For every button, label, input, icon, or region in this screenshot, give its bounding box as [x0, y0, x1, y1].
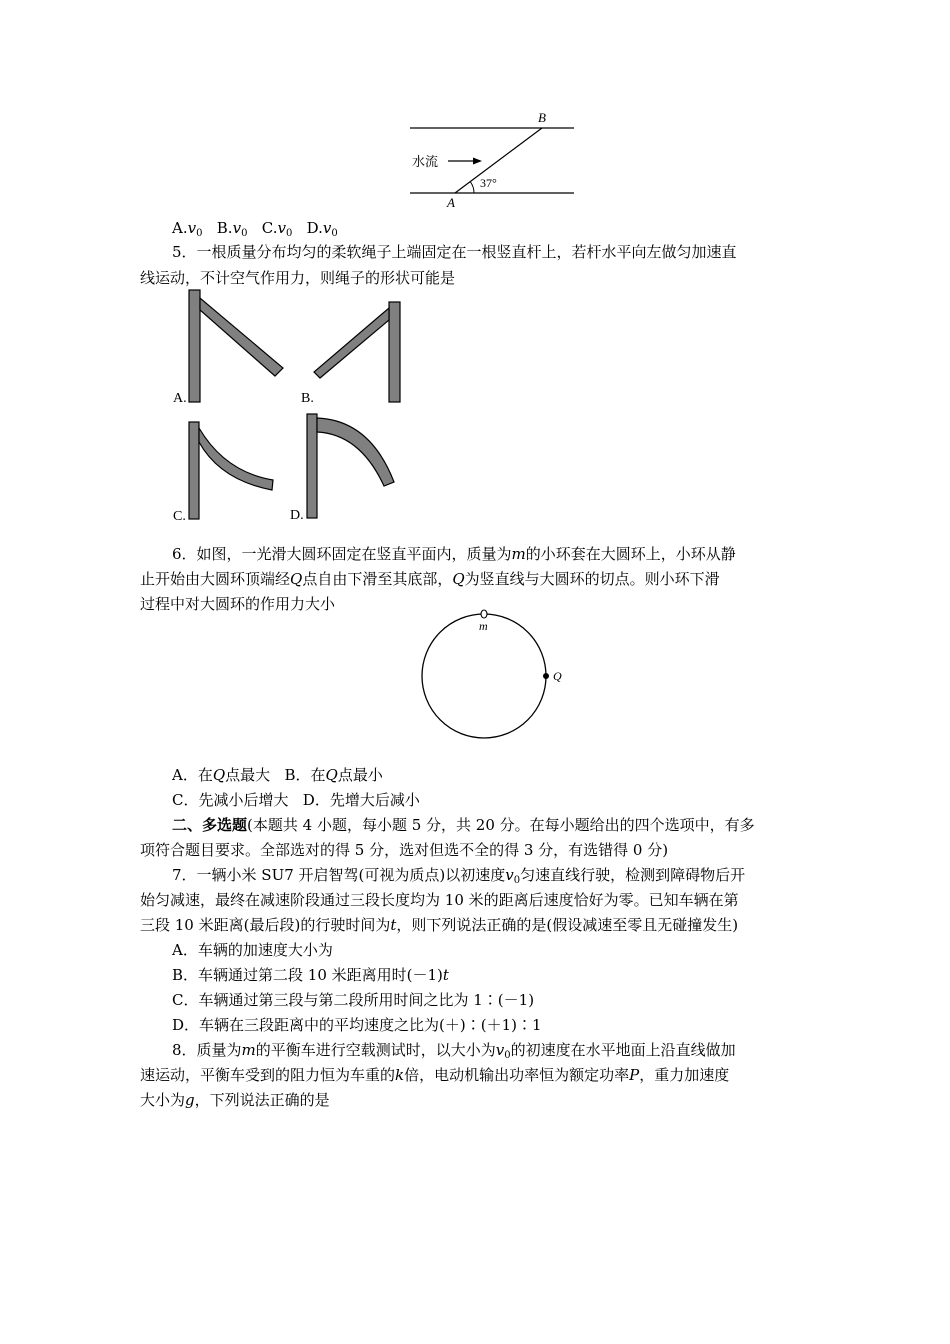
q8-line-1: 8．质量为m的平衡车进行空载测试时，以大小为$v_0$的初速度在水平地面上沿直线做加 [172, 1041, 736, 1061]
label-m: m [479, 619, 488, 633]
label-a: A [447, 195, 455, 210]
label-d: D. [290, 508, 304, 523]
q4-option-b[interactable]: $B.v_0$ [216, 219, 248, 239]
pole-a [189, 290, 200, 402]
water-flow-arrowhead [473, 158, 482, 165]
rope-b [314, 308, 389, 378]
rope-d [317, 418, 394, 486]
pole-b [389, 302, 400, 402]
label-b: B [538, 110, 546, 125]
pole-c [189, 422, 199, 519]
q6-option-c[interactable]: C．先减小后增大 [172, 791, 289, 809]
section2-title: 二、多选题 [172, 816, 248, 834]
small-ring [481, 610, 487, 618]
q8-line-3: 大小为g，下列说法正确的是 [140, 1091, 330, 1109]
q6-option-a[interactable]: A．在Q点最大 [172, 766, 271, 784]
q8-line-2: 速运动，平衡车受到的阻力恒为车重的k倍，电动机输出功率恒为额定功率P，重力加速度 [140, 1066, 730, 1084]
q7-option-a[interactable]: A．车辆的加速度大小为 [172, 941, 333, 959]
rope-a [200, 298, 283, 376]
label-angle: 37° [480, 176, 497, 190]
q6-line-1: 6．如图，一光滑大圆环固定在竖直平面内，质量为m的小环套在大圆环上，小环从静 [172, 545, 736, 563]
q6-line-3: 过程中对大圆环的作用力大小 [140, 595, 336, 613]
q7-option-b[interactable]: B．车辆通过第二段 10 米距离用时(－1)t [172, 966, 449, 984]
q5-line-1: 5．一根质量分布均匀的柔软绳子上端固定在一根竖直杆上，若杆水平向左做匀加速直 [172, 243, 737, 261]
angle-arc [471, 182, 475, 193]
q6-option-d[interactable]: D．先增大后减小 [302, 791, 420, 809]
q6-line-2: 止开始由大圆环顶端经Q点自由下滑至其底部，Q为竖直线与大圆环的切点。则小环下滑 [140, 570, 720, 588]
q5-line-2: 线运动，不计空气作用力，则绳子的形状可能是 [140, 269, 456, 287]
q4-options [172, 216, 842, 241]
label-water-flow: 水流 [412, 154, 439, 169]
rope-c [199, 428, 273, 490]
section2-line-1: 二、多选题(本题共 4 小题，每小题 5 分，共 20 分。在每小题给出的四个选项中，有多 [172, 816, 755, 834]
label-q: Q [553, 669, 562, 683]
label-a: A. [173, 391, 187, 406]
q7-option-c[interactable]: C．车辆通过第三段与第二段所用时间之比为 1∶(－1) [172, 991, 535, 1009]
q6-option-b[interactable]: B．在Q点最小 [284, 766, 383, 784]
rope-figure-b[interactable] [298, 288, 408, 406]
q4-option-c[interactable]: $C.v_0$ [261, 219, 293, 239]
q6-options-ab [172, 763, 842, 788]
label-c: C. [173, 509, 186, 524]
q4-option-d[interactable]: $D.v_0$ [306, 219, 338, 239]
q7-line-2: 始匀减速，最终在减速阶段通过三段长度均为 10 米的距离后速度恰好为零。已知车辆在第 [140, 891, 739, 909]
rope-figure-d[interactable] [290, 406, 405, 524]
river-figure [400, 108, 590, 213]
rope-figure-c[interactable] [170, 410, 285, 525]
section2-line-2: 项符合题目要求。全部选对的得 5 分，选对但选不全的得 3 分，有选错得 0 分) [140, 841, 669, 859]
pole-d [307, 414, 317, 518]
q6-options-cd [172, 788, 842, 813]
q7-line-1: 7．一辆小米 SU7 开启智驾(可视为质点)以初速度$v_0$匀速直线行驶，检测到障碍物后开 [172, 866, 746, 886]
label-b: B. [301, 391, 314, 406]
point-q [543, 673, 549, 679]
q4-option-a[interactable]: $A.v_0$ [172, 219, 203, 239]
q7-line-3: 三段 10 米距离(最后段)的行驶时间为t，则下列说法正确的是(假设减速至零且无碰撞发生) [140, 916, 739, 934]
rope-figure-a[interactable] [170, 288, 290, 406]
q7-option-d[interactable]: D．车辆在三段距离中的平均速度之比为(＋)∶(＋1)∶1 [172, 1016, 542, 1034]
ring-figure [410, 608, 580, 744]
